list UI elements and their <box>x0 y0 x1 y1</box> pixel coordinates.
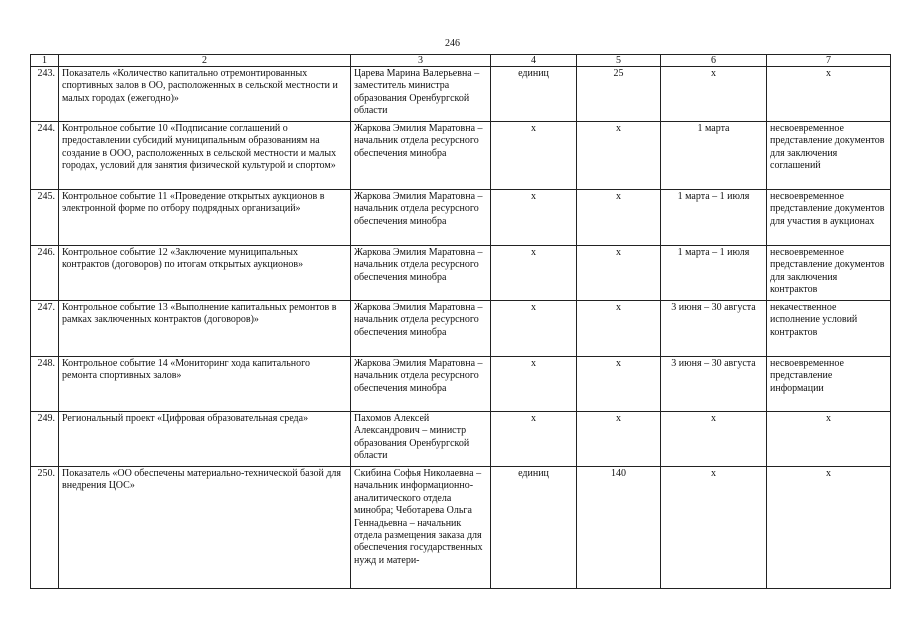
table-row <box>31 412 891 467</box>
unit: x <box>491 301 577 357</box>
risk: x <box>767 67 891 122</box>
col-header-3: 3 <box>351 55 491 67</box>
table-row <box>31 467 891 589</box>
column-number-row <box>31 55 891 67</box>
item-name: Контрольное событие 12 «Заключение муниципальных контрактов (договоров) по итогам открытых аукционов» <box>59 246 351 301</box>
col-header-7: 7 <box>767 55 891 67</box>
plan-table <box>30 54 891 589</box>
responsible-person: Жаркова Эмилия Маратовна – начальник отдела ресурсного обеспечения минобра <box>351 190 491 246</box>
unit: единиц <box>491 67 577 122</box>
col-header-5: 5 <box>577 55 661 67</box>
responsible-person: Жаркова Эмилия Маратовна – начальник отдела ресурсного обеспечения минобра <box>351 357 491 412</box>
value: x <box>577 246 661 301</box>
unit: x <box>491 412 577 467</box>
unit: x <box>491 190 577 246</box>
item-name: Контрольное событие 11 «Проведение открытых аукционов в электронной форме по отбору подрядных организаций» <box>59 190 351 246</box>
table-row <box>31 246 891 301</box>
risk: несвоевременное представление документов для участия в аукционах <box>767 190 891 246</box>
row-number: 244. <box>31 122 59 190</box>
col-header-6: 6 <box>661 55 767 67</box>
unit: единиц <box>491 467 577 589</box>
value: 140 <box>577 467 661 589</box>
unit: x <box>491 357 577 412</box>
risk: несвоевременное представление информации <box>767 357 891 412</box>
risk: некачественное исполнение условий контрактов <box>767 301 891 357</box>
col-header-1: 1 <box>31 55 59 67</box>
row-number: 248. <box>31 357 59 412</box>
item-name: Контрольное событие 13 «Выполнение капитальных ремонтов в рамках заключенных контрактов (договоров)» <box>59 301 351 357</box>
item-name: Показатель «ОО обеспечены материально-технической базой для внедрения ЦОС» <box>59 467 351 589</box>
deadline: 3 июня – 30 августа <box>661 301 767 357</box>
value: x <box>577 301 661 357</box>
value: x <box>577 412 661 467</box>
risk: x <box>767 412 891 467</box>
table-row <box>31 190 891 246</box>
value: x <box>577 122 661 190</box>
responsible-person: Жаркова Эмилия Маратовна – начальник отдела ресурсного обеспечения минобра <box>351 246 491 301</box>
row-number: 249. <box>31 412 59 467</box>
responsible-person: Пахомов Алексей Александрович – министр образования Оренбургской области <box>351 412 491 467</box>
responsible-person: Жаркова Эмилия Маратовна – начальник отдела ресурсного обеспечения минобра <box>351 301 491 357</box>
item-name: Показатель «Количество капитально отремонтированных спортивных залов в ОО, расположенных в сельской местности и малых городах (ежегодно)» <box>59 67 351 122</box>
deadline: 1 марта – 1 июля <box>661 190 767 246</box>
table-row <box>31 122 891 190</box>
deadline: x <box>661 412 767 467</box>
value: x <box>577 190 661 246</box>
col-header-4: 4 <box>491 55 577 67</box>
row-number: 247. <box>31 301 59 357</box>
unit: x <box>491 246 577 301</box>
item-name: Контрольное событие 14 «Мониторинг хода капитального ремонта спортивных залов» <box>59 357 351 412</box>
row-number: 243. <box>31 67 59 122</box>
deadline: x <box>661 467 767 589</box>
deadline: 1 марта <box>661 122 767 190</box>
table-row <box>31 357 891 412</box>
value: 25 <box>577 67 661 122</box>
deadline: 3 июня – 30 августа <box>661 357 767 412</box>
risk: несвоевременное представление документов для заключения контрактов <box>767 246 891 301</box>
table-row <box>31 301 891 357</box>
unit: x <box>491 122 577 190</box>
table-row <box>31 67 891 122</box>
value: x <box>577 357 661 412</box>
responsible-person: Жаркова Эмилия Маратовна – начальник отдела ресурсного обеспечения минобра <box>351 122 491 190</box>
page-number: 246 <box>445 38 460 49</box>
item-name: Контрольное событие 10 «Подписание соглашений о предоставлении субсидий муниципальным образованиям на создание в ООО, расположенных в сельской местности и малых городах, условий для занятия физической культурой и спортом» <box>59 122 351 190</box>
risk: x <box>767 467 891 589</box>
risk: несвоевременное представление документов для заключения соглашений <box>767 122 891 190</box>
deadline: x <box>661 67 767 122</box>
deadline: 1 марта – 1 июля <box>661 246 767 301</box>
col-header-2: 2 <box>59 55 351 67</box>
item-name: Региональный проект «Цифровая образовательная среда» <box>59 412 351 467</box>
row-number: 246. <box>31 246 59 301</box>
responsible-person: Скибина Софья Николаевна – начальник информационно- аналитического отдела минобра; Чеботарева Ольга Геннадьевна – начальник отдела размещения заказа для обеспечения государственных нужд и матери- <box>351 467 491 589</box>
row-number: 250. <box>31 467 59 589</box>
row-number: 245. <box>31 190 59 246</box>
responsible-person: Царева Марина Валерьевна – заместитель министра образования Оренбургской области <box>351 67 491 122</box>
